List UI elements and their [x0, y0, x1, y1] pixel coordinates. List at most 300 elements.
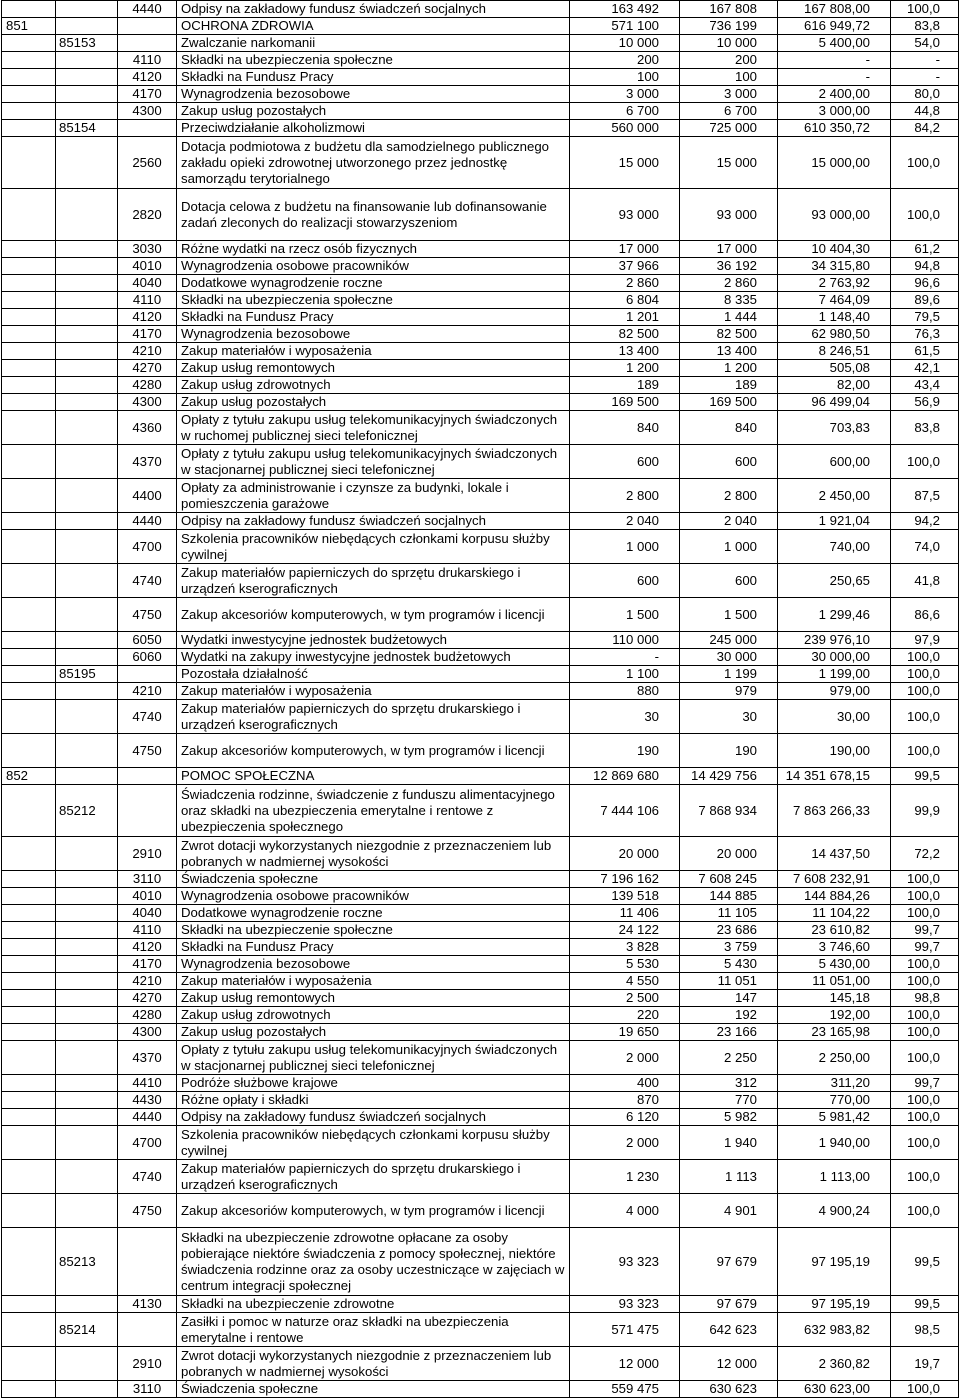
percent-cell: 100,0: [891, 888, 959, 905]
plan-cell: 37 966: [570, 258, 680, 275]
plan-cell: 190: [570, 734, 680, 768]
plan-after-changes-cell: 1 444: [680, 309, 778, 326]
rozdzial-cell: [56, 734, 118, 768]
rozdzial-cell: [56, 939, 118, 956]
percent-cell: 42,1: [891, 360, 959, 377]
table-row: [2, 103, 959, 120]
plan-cell: 1 500: [570, 598, 680, 632]
rozdzial-cell: [56, 309, 118, 326]
paragraf-cell: 4110: [118, 922, 177, 939]
table-row: [2, 888, 959, 905]
execution-cell: 505,08: [778, 360, 891, 377]
percent-cell: 89,6: [891, 292, 959, 309]
plan-after-changes-cell: 6 700: [680, 103, 778, 120]
execution-cell: -: [778, 69, 891, 86]
plan-after-changes-cell: 7 608 245: [680, 871, 778, 888]
dzial-cell: [2, 1092, 56, 1109]
table-row: [2, 990, 959, 1007]
plan-cell: 3 000: [570, 86, 680, 103]
rozdzial-cell: [56, 683, 118, 700]
paragraf-cell: [118, 1228, 177, 1296]
rozdzial-cell: [56, 343, 118, 360]
name-cell: Składki na ubezpieczenie zdrowotne: [177, 1296, 570, 1313]
plan-cell: -: [570, 649, 680, 666]
execution-cell: 190,00: [778, 734, 891, 768]
dzial-cell: [2, 666, 56, 683]
table-row: [2, 922, 959, 939]
execution-cell: 11 104,22: [778, 905, 891, 922]
rozdzial-cell: 85214: [56, 1313, 118, 1347]
table-row: [2, 241, 959, 258]
plan-cell: 571 475: [570, 1313, 680, 1347]
percent-cell: 96,6: [891, 275, 959, 292]
plan-cell: 13 400: [570, 343, 680, 360]
percent-cell: 100,0: [891, 1126, 959, 1160]
paragraf-cell: 4740: [118, 564, 177, 598]
name-cell: Wydatki na zakupy inwestycyjne jednostek budżetowych: [177, 649, 570, 666]
plan-cell: 7 196 162: [570, 871, 680, 888]
execution-cell: 62 980,50: [778, 326, 891, 343]
name-cell: Wydatki inwestycyjne jednostek budżetowych: [177, 632, 570, 649]
paragraf-cell: 3110: [118, 871, 177, 888]
rozdzial-cell: [56, 1024, 118, 1041]
paragraf-cell: 4750: [118, 598, 177, 632]
plan-after-changes-cell: 167 808: [680, 1, 778, 18]
plan-cell: 20 000: [570, 837, 680, 871]
dzial-cell: [2, 35, 56, 52]
dzial-cell: [2, 326, 56, 343]
plan-after-changes-cell: 1 000: [680, 530, 778, 564]
paragraf-cell: 4170: [118, 956, 177, 973]
plan-cell: 2 000: [570, 1041, 680, 1075]
execution-cell: 1 199,00: [778, 666, 891, 683]
table-row: [2, 1024, 959, 1041]
table-row: [2, 189, 959, 241]
execution-cell: 3 746,60: [778, 939, 891, 956]
paragraf-cell: 4750: [118, 734, 177, 768]
name-cell: Składki na Fundusz Pracy: [177, 309, 570, 326]
percent-cell: 100,0: [891, 956, 959, 973]
execution-cell: 2 450,00: [778, 479, 891, 513]
execution-cell: 30 000,00: [778, 649, 891, 666]
table-row: [2, 939, 959, 956]
plan-cell: 93 000: [570, 189, 680, 241]
name-cell: Zwrot dotacji wykorzystanych niezgodnie z przeznaczeniem lub pobranych w nadmiernej wysokości: [177, 837, 570, 871]
execution-cell: 5 400,00: [778, 35, 891, 52]
execution-cell: 145,18: [778, 990, 891, 1007]
plan-after-changes-cell: 200: [680, 52, 778, 69]
paragraf-cell: 4210: [118, 973, 177, 990]
paragraf-cell: 4440: [118, 1109, 177, 1126]
paragraf-cell: 2910: [118, 837, 177, 871]
percent-cell: 100,0: [891, 683, 959, 700]
name-cell: Podróże służbowe krajowe: [177, 1075, 570, 1092]
name-cell: Świadczenia rodzinne, świadczenie z funduszu alimentacyjnego oraz składki na ubezpieczenia emerytalne i rentowe z ubezpieczenia społecznego: [177, 785, 570, 837]
dzial-cell: [2, 1109, 56, 1126]
rozdzial-cell: [56, 445, 118, 479]
name-cell: Zakup akcesoriów komputerowych, w tym programów i licencji: [177, 1194, 570, 1228]
plan-after-changes-cell: 144 885: [680, 888, 778, 905]
table-row: [2, 377, 959, 394]
execution-cell: 979,00: [778, 683, 891, 700]
name-cell: Zakup usług zdrowotnych: [177, 377, 570, 394]
rozdzial-cell: [56, 1075, 118, 1092]
paragraf-cell: 4750: [118, 1194, 177, 1228]
rozdzial-cell: [56, 1126, 118, 1160]
rozdzial-cell: [56, 649, 118, 666]
rozdzial-cell: [56, 394, 118, 411]
execution-cell: 7 464,09: [778, 292, 891, 309]
name-cell: Zakup usług zdrowotnych: [177, 1007, 570, 1024]
execution-cell: 192,00: [778, 1007, 891, 1024]
execution-cell: 34 315,80: [778, 258, 891, 275]
plan-cell: 4 550: [570, 973, 680, 990]
table-row: [2, 837, 959, 871]
plan-cell: 600: [570, 564, 680, 598]
plan-cell: 93 323: [570, 1228, 680, 1296]
percent-cell: -: [891, 69, 959, 86]
execution-cell: 96 499,04: [778, 394, 891, 411]
plan-after-changes-cell: 600: [680, 445, 778, 479]
percent-cell: 94,2: [891, 513, 959, 530]
percent-cell: 100,0: [891, 1092, 959, 1109]
execution-cell: 311,20: [778, 1075, 891, 1092]
name-cell: Świadczenia społeczne: [177, 1381, 570, 1398]
name-cell: Wynagrodzenia osobowe pracowników: [177, 888, 570, 905]
percent-cell: 100,0: [891, 666, 959, 683]
dzial-cell: [2, 69, 56, 86]
percent-cell: 100,0: [891, 649, 959, 666]
plan-cell: 15 000: [570, 137, 680, 189]
plan-after-changes-cell: 12 000: [680, 1347, 778, 1381]
dzial-cell: [2, 922, 56, 939]
plan-after-changes-cell: 189: [680, 377, 778, 394]
dzial-cell: [2, 956, 56, 973]
table-row: [2, 394, 959, 411]
paragraf-cell: 4010: [118, 888, 177, 905]
plan-after-changes-cell: 2 800: [680, 479, 778, 513]
dzial-cell: [2, 990, 56, 1007]
paragraf-cell: 4270: [118, 360, 177, 377]
percent-cell: 56,9: [891, 394, 959, 411]
execution-cell: 250,65: [778, 564, 891, 598]
dzial-cell: [2, 888, 56, 905]
name-cell: Szkolenia pracowników niebędących członkami korpusu służby cywilnej: [177, 530, 570, 564]
dzial-cell: [2, 52, 56, 69]
execution-cell: 2 400,00: [778, 86, 891, 103]
execution-cell: 3 000,00: [778, 103, 891, 120]
plan-after-changes-cell: 736 199: [680, 18, 778, 35]
table-row: [2, 1075, 959, 1092]
rozdzial-cell: [56, 871, 118, 888]
percent-cell: 100,0: [891, 1, 959, 18]
table-row: [2, 360, 959, 377]
plan-after-changes-cell: 312: [680, 1075, 778, 1092]
paragraf-cell: 4370: [118, 1041, 177, 1075]
paragraf-cell: 3030: [118, 241, 177, 258]
plan-cell: 7 444 106: [570, 785, 680, 837]
name-cell: Dodatkowe wynagrodzenie roczne: [177, 275, 570, 292]
plan-after-changes-cell: 14 429 756: [680, 768, 778, 785]
plan-after-changes-cell: 17 000: [680, 241, 778, 258]
table-row: [2, 120, 959, 137]
name-cell: Zwalczanie narkomanii: [177, 35, 570, 52]
dzial-cell: [2, 973, 56, 990]
execution-cell: 23 165,98: [778, 1024, 891, 1041]
rozdzial-cell: [56, 69, 118, 86]
paragraf-cell: 4270: [118, 990, 177, 1007]
rozdzial-cell: [56, 1194, 118, 1228]
percent-cell: 61,2: [891, 241, 959, 258]
percent-cell: 97,9: [891, 632, 959, 649]
name-cell: Wynagrodzenia osobowe pracowników: [177, 258, 570, 275]
table-row: [2, 1126, 959, 1160]
paragraf-cell: 4700: [118, 530, 177, 564]
rozdzial-cell: [56, 241, 118, 258]
plan-cell: 5 530: [570, 956, 680, 973]
paragraf-cell: 4740: [118, 700, 177, 734]
rozdzial-cell: [56, 1, 118, 18]
execution-cell: 4 900,24: [778, 1194, 891, 1228]
paragraf-cell: [118, 1313, 177, 1347]
dzial-cell: [2, 513, 56, 530]
name-cell: Zakup usług pozostałych: [177, 1024, 570, 1041]
dzial-cell: [2, 258, 56, 275]
name-cell: Zakup usług remontowych: [177, 360, 570, 377]
name-cell: Wynagrodzenia bezosobowe: [177, 326, 570, 343]
rozdzial-cell: 85195: [56, 666, 118, 683]
dzial-cell: [2, 137, 56, 189]
paragraf-cell: [118, 785, 177, 837]
percent-cell: 100,0: [891, 137, 959, 189]
paragraf-cell: 4110: [118, 52, 177, 69]
plan-cell: 870: [570, 1092, 680, 1109]
table-row: [2, 871, 959, 888]
table-row: [2, 1041, 959, 1075]
dzial-cell: [2, 905, 56, 922]
table-row: [2, 292, 959, 309]
paragraf-cell: 4440: [118, 513, 177, 530]
plan-cell: 220: [570, 1007, 680, 1024]
plan-cell: 1 230: [570, 1160, 680, 1194]
plan-cell: 19 650: [570, 1024, 680, 1041]
execution-cell: 1 940,00: [778, 1126, 891, 1160]
name-cell: Zasiłki i pomoc w naturze oraz składki na ubezpieczenia emerytalne i rentowe: [177, 1313, 570, 1347]
plan-after-changes-cell: 190: [680, 734, 778, 768]
name-cell: Zakup materiałów papierniczych do sprzętu drukarskiego i urządzeń kserograficznych: [177, 700, 570, 734]
plan-after-changes-cell: 147: [680, 990, 778, 1007]
dzial-cell: [2, 120, 56, 137]
percent-cell: 19,7: [891, 1347, 959, 1381]
plan-after-changes-cell: 13 400: [680, 343, 778, 360]
plan-after-changes-cell: 2 040: [680, 513, 778, 530]
dzial-cell: [2, 1, 56, 18]
rozdzial-cell: [56, 275, 118, 292]
dzial-cell: [2, 837, 56, 871]
percent-cell: 99,5: [891, 768, 959, 785]
budget-expenditure-table: [1, 0, 959, 1398]
percent-cell: 100,0: [891, 871, 959, 888]
name-cell: Zakup materiałów papierniczych do sprzętu drukarskiego i urządzeń kserograficznych: [177, 1160, 570, 1194]
rozdzial-cell: [56, 1381, 118, 1398]
name-cell: Szkolenia pracowników niebędących członkami korpusu służby cywilnej: [177, 1126, 570, 1160]
dzial-cell: [2, 1126, 56, 1160]
table-row: [2, 1194, 959, 1228]
rozdzial-cell: [56, 837, 118, 871]
percent-cell: 72,2: [891, 837, 959, 871]
dzial-cell: 851: [2, 18, 56, 35]
execution-cell: 239 976,10: [778, 632, 891, 649]
dzial-cell: [2, 1228, 56, 1296]
name-cell: Opłaty z tytułu zakupu usług telekomunikacyjnych świadczonych w ruchomej publicznej sieci telefonicznej: [177, 411, 570, 445]
name-cell: Dodatkowe wynagrodzenie roczne: [177, 905, 570, 922]
plan-cell: 2 800: [570, 479, 680, 513]
dzial-cell: [2, 479, 56, 513]
execution-cell: 30,00: [778, 700, 891, 734]
table-row: [2, 905, 959, 922]
execution-cell: 630 623,00: [778, 1381, 891, 1398]
percent-cell: 74,0: [891, 530, 959, 564]
paragraf-cell: 4300: [118, 103, 177, 120]
execution-cell: 1 148,40: [778, 309, 891, 326]
paragraf-cell: [118, 120, 177, 137]
rozdzial-cell: [56, 700, 118, 734]
dzial-cell: [2, 1194, 56, 1228]
plan-after-changes-cell: 23 686: [680, 922, 778, 939]
name-cell: Składki na ubezpieczenia społeczne: [177, 292, 570, 309]
dzial-cell: [2, 1347, 56, 1381]
execution-cell: 600,00: [778, 445, 891, 479]
paragraf-cell: 4360: [118, 411, 177, 445]
plan-cell: 3 828: [570, 939, 680, 956]
percent-cell: 100,0: [891, 189, 959, 241]
paragraf-cell: 4170: [118, 86, 177, 103]
plan-cell: 2 040: [570, 513, 680, 530]
execution-cell: 8 246,51: [778, 343, 891, 360]
percent-cell: 100,0: [891, 1007, 959, 1024]
percent-cell: 100,0: [891, 1024, 959, 1041]
paragraf-cell: 4120: [118, 939, 177, 956]
execution-cell: 7 863 266,33: [778, 785, 891, 837]
paragraf-cell: 6060: [118, 649, 177, 666]
paragraf-cell: 4300: [118, 394, 177, 411]
plan-after-changes-cell: 82 500: [680, 326, 778, 343]
table-row: [2, 564, 959, 598]
percent-cell: 98,5: [891, 1313, 959, 1347]
rozdzial-cell: [56, 1296, 118, 1313]
name-cell: Odpisy na zakładowy fundusz świadczeń socjalnych: [177, 513, 570, 530]
paragraf-cell: 2820: [118, 189, 177, 241]
name-cell: Zakup usług pozostałych: [177, 103, 570, 120]
table-row: [2, 649, 959, 666]
name-cell: Zakup materiałów i wyposażenia: [177, 683, 570, 700]
name-cell: Zakup materiałów papierniczych do sprzętu drukarskiego i urządzeń kserograficznych: [177, 564, 570, 598]
table-row: [2, 785, 959, 837]
dzial-cell: [2, 871, 56, 888]
percent-cell: 86,6: [891, 598, 959, 632]
percent-cell: 80,0: [891, 86, 959, 103]
paragraf-cell: 2560: [118, 137, 177, 189]
plan-cell: 30: [570, 700, 680, 734]
execution-cell: 703,83: [778, 411, 891, 445]
table-row: [2, 445, 959, 479]
plan-cell: 10 000: [570, 35, 680, 52]
table-row: [2, 309, 959, 326]
percent-cell: 100,0: [891, 1160, 959, 1194]
table-row: [2, 69, 959, 86]
paragraf-cell: 4040: [118, 905, 177, 922]
paragraf-cell: 4410: [118, 1075, 177, 1092]
dzial-cell: [2, 1041, 56, 1075]
table-row: [2, 683, 959, 700]
rozdzial-cell: 85212: [56, 785, 118, 837]
plan-after-changes-cell: 1 113: [680, 1160, 778, 1194]
execution-cell: 10 404,30: [778, 241, 891, 258]
plan-cell: 571 100: [570, 18, 680, 35]
percent-cell: 79,5: [891, 309, 959, 326]
plan-after-changes-cell: 2 250: [680, 1041, 778, 1075]
plan-cell: 2 000: [570, 1126, 680, 1160]
table-row: [2, 700, 959, 734]
name-cell: Różne opłaty i składki: [177, 1092, 570, 1109]
percent-cell: 94,8: [891, 258, 959, 275]
table-row: [2, 411, 959, 445]
plan-cell: 1 100: [570, 666, 680, 683]
rozdzial-cell: [56, 922, 118, 939]
rozdzial-cell: [56, 292, 118, 309]
percent-cell: 99,5: [891, 1228, 959, 1296]
paragraf-cell: 4700: [118, 1126, 177, 1160]
plan-after-changes-cell: 30 000: [680, 649, 778, 666]
paragraf-cell: 4120: [118, 309, 177, 326]
percent-cell: 99,9: [891, 785, 959, 837]
plan-after-changes-cell: 93 000: [680, 189, 778, 241]
table-row: [2, 1160, 959, 1194]
paragraf-cell: 4170: [118, 326, 177, 343]
rozdzial-cell: [56, 990, 118, 1007]
plan-cell: 189: [570, 377, 680, 394]
execution-cell: -: [778, 52, 891, 69]
table-row: [2, 1109, 959, 1126]
table-row: [2, 530, 959, 564]
name-cell: Zakup akcesoriów komputerowych, w tym programów i licencji: [177, 734, 570, 768]
table-row: [2, 258, 959, 275]
execution-cell: 167 808,00: [778, 1, 891, 18]
dzial-cell: [2, 309, 56, 326]
execution-cell: 740,00: [778, 530, 891, 564]
dzial-cell: [2, 1160, 56, 1194]
table-row: [2, 1381, 959, 1398]
dzial-cell: [2, 360, 56, 377]
name-cell: OCHRONA ZDROWIA: [177, 18, 570, 35]
table-row: [2, 52, 959, 69]
plan-cell: 12 869 680: [570, 768, 680, 785]
plan-cell: 11 406: [570, 905, 680, 922]
paragraf-cell: 4210: [118, 343, 177, 360]
plan-after-changes-cell: 7 868 934: [680, 785, 778, 837]
plan-cell: 560 000: [570, 120, 680, 137]
dzial-cell: [2, 700, 56, 734]
name-cell: Świadczenia społeczne: [177, 871, 570, 888]
rozdzial-cell: [56, 530, 118, 564]
plan-cell: 24 122: [570, 922, 680, 939]
name-cell: Wynagrodzenia bezosobowe: [177, 956, 570, 973]
percent-cell: 43,4: [891, 377, 959, 394]
plan-after-changes-cell: 97 679: [680, 1228, 778, 1296]
rozdzial-cell: [56, 513, 118, 530]
percent-cell: 54,0: [891, 35, 959, 52]
plan-cell: 169 500: [570, 394, 680, 411]
